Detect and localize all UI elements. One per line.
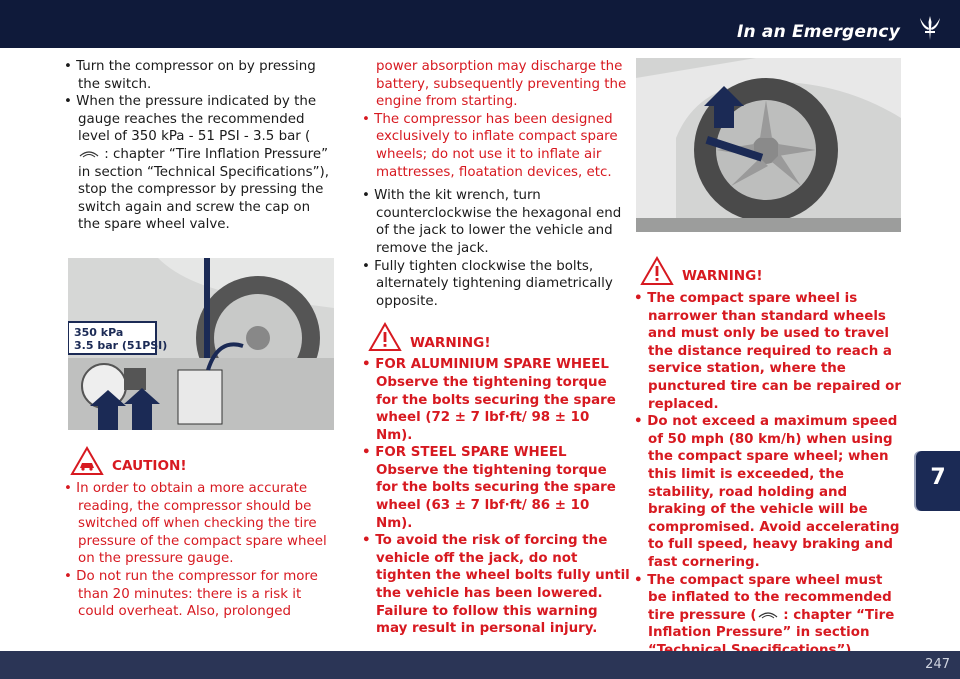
spare-wheel-illustration [636,58,901,232]
spare-wheel-figure [636,58,901,232]
spec-reference-icon [757,608,779,620]
warning-item-inflation: • The compact spare wheel must be inflated to the recommended tire pressure ( : chapter “Tire Inflation Pressure” in section [634,572,895,641]
warning-item-narrower: • The compact spare wheel is narrower than standard wheels and must only be used to travel the distance required to reach a service station, where the punctured tire can be repaired or replaced. [634,291,901,412]
warning-item-steel: • FOR STEEL SPARE WHEEL Observe the tightening torque for the bolts securing the spare wheel (63 ± 7 lbf·ft/ 86 ± 10 Nm). [362,445,616,531]
instruction-lower-vehicle: • With the kit wrench, turn counterclockwise the hexagonal end of the jack to lower the vehicle and remove the jack. [362,188,622,256]
column-3 [634,250,904,659]
warning-item-speed: • Do not exceed a maximum speed of 50 mph (80 km/h) when using the compact spare wheel; when this limit is exceeded, the stability, road holding and braking of the vehicle will be compromised. Avoid accelerating to full speed, heavy braking and fast cornering. [634,414,900,570]
warning-heading-torque: WARNING! [368,322,630,352]
chapter-tab[interactable]: 7 [916,451,960,511]
compressor-figure [68,258,334,430]
caution-item-overheat: • Do not run the compressor for more than 20 minutes: there is a risk it could overheat. Also, prolonged [64,568,318,620]
caution-continuation: power absorption may discharge the battery, subsequently preventing the engine from starting. [376,59,627,110]
warning-heading-spare: WARNING! [640,256,904,286]
column-1 [64,58,332,234]
caution-car-icon [70,446,104,476]
warning-triangle-icon [640,256,674,286]
caution-heading: CAUTION! [70,446,332,476]
warning-item-jack: • To avoid the risk of forcing the vehicle off the jack, do not tighten the wheel bolts fully until the vehicle has been lowered. Failure to follow this warning may result in personal injury. [362,533,630,637]
warning-item-aluminium: • FOR ALUMINIUM SPARE WHEEL Observe the tightening torque for the bolts securing the spare wheel (72 ± 7 lbf·ft/ 98 ± 10 Nm). [362,357,616,443]
page-footer [0,651,960,679]
pressure-label: 350 kPa 3.5 bar (51PSI) [74,326,168,352]
warning-triangle-icon [368,322,402,352]
caution-item-accurate-reading: • In order to obtain a more accurate reading, the compressor should be switched off when checking the tire pressure of the compact spare wheel on the pressure gauge. [64,481,327,567]
instruction-tighten-bolts: • Fully tighten clockwise the bolts, alternately tightening diametrically opposite. [362,258,613,309]
page-number: 247 [925,657,950,672]
instruction-stop-compressor: • When the pressure indicated by the gauge reaches the recommended level of 350 kPa - 51 PSI - 3.5 bar ( : chapter “Tire Inflation Pressure” in section “Technical Specifications”), stop the compressor by pressing the switch again and screw the cap on the spare wheel valve. [64,94,329,233]
column-2 [362,58,630,638]
maserati-trident-icon [916,14,944,44]
section-title: In an Emergency [736,22,900,42]
instruction-compressor-on: • Turn the compressor on by pressing the switch. [64,59,316,92]
caution-block [64,440,332,621]
spec-reference-icon [78,147,100,159]
caution-item-compressor-use: • The compressor has been designed exclusively to inflate compact spare wheels; do not use it to inflate air mattresses, floatation devices, etc. [362,111,618,180]
